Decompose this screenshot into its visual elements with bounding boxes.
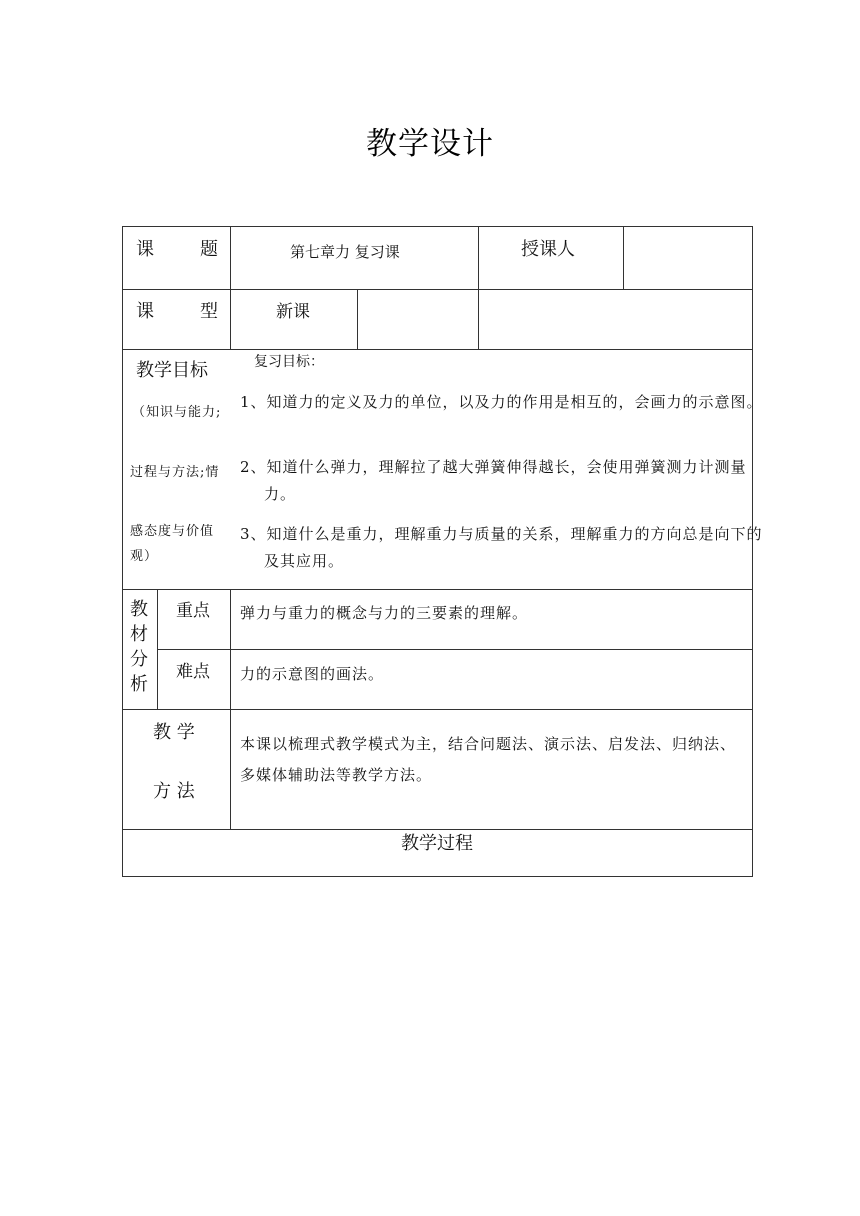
difficulty-label: 难点 [176, 662, 210, 682]
goals-sub-line-1: （知识与能力; [132, 405, 222, 420]
analysis-char-1: 教 [130, 599, 148, 620]
teacher-label: 授课人 [521, 239, 575, 260]
subject-value: 第七章力 复习课 [290, 243, 400, 261]
method-value: 本课以梳理式教学模式为主，结合问题法、演示法、启发法、归纳法、多媒体辅助法等教学方法。 [240, 735, 737, 784]
method-label-line-1: 教 学 [153, 722, 195, 743]
subject-label [136, 240, 218, 260]
analysis-char-4: 析 [130, 674, 148, 695]
goal-item-3: 3、知道什么是重力，理解重力与质量的关系，理解重力的方向总是向下的及其应用。 [240, 525, 763, 570]
method-label-line-2: 方 法 [153, 781, 195, 802]
analysis-label [130, 597, 152, 697]
type-value: 新课 [276, 302, 310, 322]
document-title: 教学设计 [366, 126, 494, 162]
key-point-value: 弹力与重力的概念与力的三要素的理解。 [240, 604, 529, 622]
goals-sub-line-2: 过程与方法;情 [130, 465, 220, 480]
goals-sub-line-3: 感态度与价值观） [130, 524, 215, 564]
difficulty-value: 力的示意图的画法。 [240, 665, 385, 683]
subject-label-char-2: 题 [200, 239, 218, 260]
type-label [136, 302, 218, 322]
analysis-char-2: 材 [130, 624, 148, 645]
key-point-label: 重点 [176, 601, 210, 621]
type-label-char-2: 型 [200, 301, 218, 322]
analysis-char-3: 分 [130, 649, 148, 670]
goals-label: 教学目标 [136, 360, 208, 381]
goal-item-1: 1、知道力的定义及力的单位，以及力的作用是相互的，会画力的示意图。 [240, 393, 763, 411]
subject-label-char-1: 课 [136, 239, 154, 260]
goal-item-2: 2、知道什么弹力，理解拉了越大弹簧伸得越长，会使用弹簧测力计测量力。 [240, 458, 747, 503]
goals-heading: 复习目标： [254, 354, 324, 370]
type-label-char-1: 课 [136, 301, 154, 322]
process-label: 教学过程 [401, 833, 473, 854]
